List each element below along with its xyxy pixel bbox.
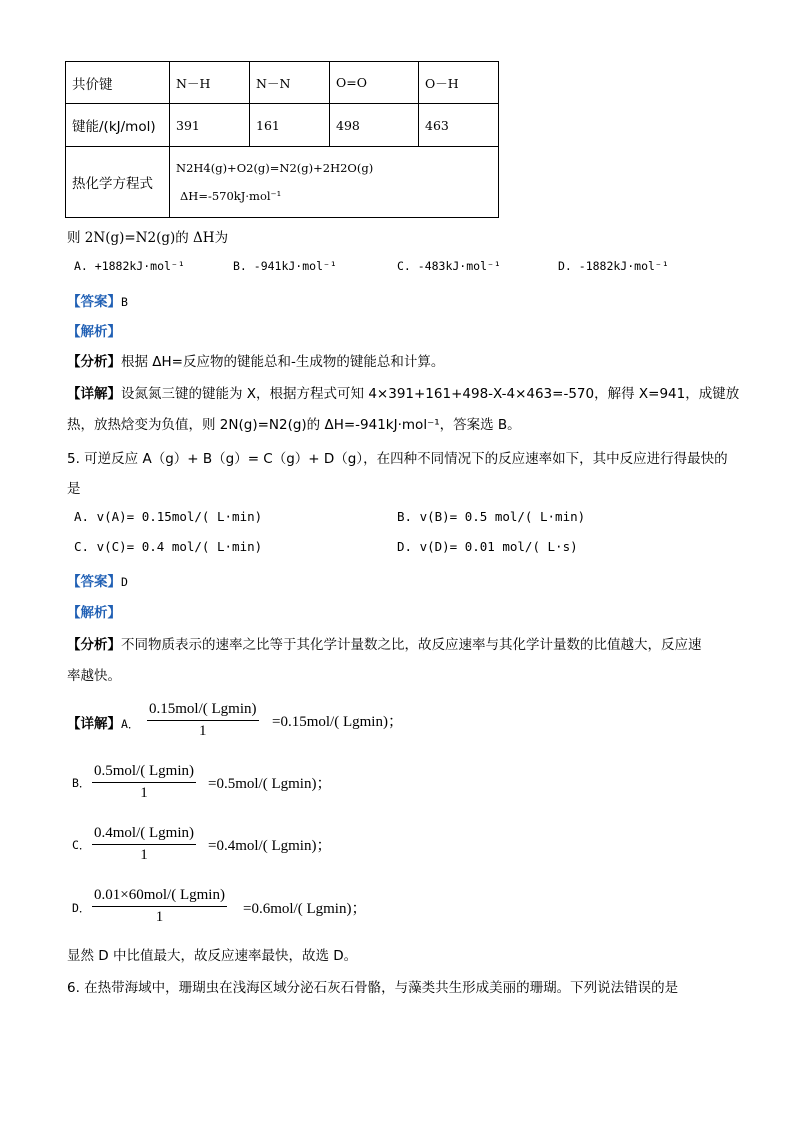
- table-label-thermo: 热化学方程式: [66, 147, 170, 218]
- q4-xiangjie-tag: 【详解】: [67, 386, 121, 402]
- fraction-denominator: 1: [155, 909, 164, 925]
- q4-option-b: B. -941kJ·mol⁻¹: [233, 259, 337, 273]
- q4-option-d: D. -1882kJ·mol⁻¹: [558, 259, 669, 273]
- q5-fenxi-text1: 不同物质表示的速率之比等于其化学计量数之比，故反应速率与其化学计量数的比值越大，反应速: [121, 637, 702, 653]
- table-cell-energy: 463: [419, 104, 499, 147]
- q5-fenxi-tag: 【分析】: [67, 637, 121, 653]
- thermo-equation: N2H4(g)+O2(g)=N2(g)+2H2O(g): [176, 161, 374, 175]
- q5-option-a: A. v(A)= 0.15mol/( L·min): [74, 509, 263, 524]
- q5-answer-line: [67, 570, 128, 590]
- q5-calc-d-prefix: D．: [72, 901, 91, 915]
- q5-answer-value: D: [121, 575, 128, 589]
- q5-option-b: B. v(B)= 0.5 mol/( L·min): [397, 509, 586, 524]
- q5-calc-a-fraction: [147, 701, 259, 740]
- q4-fenxi-text: 根据 ΔH=反应物的键能总和-生成物的键能总和计算。: [121, 354, 445, 370]
- q5-analysis-tag: 【解析】: [67, 605, 121, 621]
- q6-stem: 6. 在热带海域中，珊瑚虫在浅海区域分泌石灰石骨骼，与藻类共生形成美丽的珊瑚。下列说法错误的是: [67, 980, 679, 996]
- q5-stem-line1: 5. 可逆反应 A（g）+ B（g）= C（g）+ D（g），在四种不同情况下的反应速率如下，其中反应进行得最快的: [67, 451, 728, 467]
- fraction-numerator: 0.01×60mol/( Lgmin): [92, 887, 227, 907]
- q5-calc-a-label: [67, 712, 139, 732]
- q5-calc-d-fraction: [92, 887, 227, 926]
- q4-stem: 则 2N(g)=N2(g)的 ΔH为: [67, 230, 229, 246]
- q5-calc-b-fraction: [92, 763, 196, 802]
- q5-fenxi-line1: [67, 633, 702, 653]
- q4-fenxi-tag: 【分析】: [67, 354, 121, 370]
- q4-xiangjie-line1: [67, 382, 739, 402]
- table-cell-energy: 391: [170, 104, 250, 147]
- fraction-denominator: 1: [199, 723, 207, 739]
- q4-answer-line: [67, 290, 128, 310]
- q5-answer-tag: 【答案】: [67, 574, 121, 590]
- table-cell-thermo: [170, 147, 499, 218]
- fraction-denominator: 1: [140, 785, 148, 801]
- q5-calc-c-result: =0.4mol/( Lgmin)；: [208, 838, 332, 854]
- table-cell-energy: 161: [250, 104, 330, 147]
- q4-option-c: C. -483kJ·mol⁻¹: [397, 259, 501, 273]
- bond-energy-table: [65, 61, 499, 218]
- q4-analysis-tag: 【解析】: [67, 324, 121, 340]
- q5-option-c: C. v(C)= 0.4 mol/( L·min): [74, 539, 263, 554]
- q5-calc-a-prefix: A．: [121, 717, 140, 731]
- table-header-nh: N－H: [170, 62, 250, 104]
- q4-answer-tag: 【答案】: [67, 294, 121, 310]
- table-header-oo: O=O: [330, 62, 419, 104]
- table-label-energy: 键能/(kJ/mol): [66, 104, 170, 147]
- fraction-denominator: 1: [140, 847, 148, 863]
- table-header-oh: O－H: [419, 62, 499, 104]
- fraction-numerator: 0.4mol/( Lgmin): [92, 825, 196, 845]
- q4-fenxi-line: [67, 350, 444, 370]
- thermo-delta-h: ΔH=-570kJ·mol⁻¹: [180, 189, 282, 203]
- q4-xiangjie-line2: 热，放热焓变为负值，则 2N(g)=N2(g)的 ΔH=-941kJ·mol⁻¹，答案选 B。: [67, 417, 521, 433]
- q4-xiangjie-text1: 设氮氮三键的键能为 X，根据方程式可知 4×391+161+498-X-4×463=-570，解得 X=941，成键放: [121, 386, 740, 402]
- q5-fenxi-line2: 率越快。: [67, 668, 121, 684]
- q5-calc-d-result: =0.6mol/( Lgmin)；: [243, 901, 367, 917]
- q5-calc-a-result: =0.15mol/( Lgmin)；: [272, 714, 403, 730]
- table-cell-energy: 498: [330, 104, 419, 147]
- fraction-numerator: 0.15mol/( Lgmin): [147, 701, 259, 721]
- q5-calc-c-fraction: [92, 825, 196, 864]
- table-header-bond: 共价键: [66, 62, 170, 104]
- fraction-numerator: 0.5mol/( Lgmin): [92, 763, 196, 783]
- q5-conclusion: 显然 D 中比值最大，故反应速率最快，故选 D。: [67, 948, 358, 964]
- q5-calc-c-prefix: C．: [72, 838, 91, 852]
- q4-answer-value: B: [121, 295, 128, 309]
- q5-option-d: D. v(D)= 0.01 mol/( L·s): [397, 539, 578, 554]
- q5-calc-b-prefix: B．: [72, 776, 91, 790]
- q4-option-a: A. +1882kJ·mol⁻¹: [74, 259, 185, 273]
- q5-stem-line2: 是: [67, 481, 81, 497]
- q5-xiangjie-tag: 【详解】: [67, 716, 121, 732]
- q5-calc-b-result: =0.5mol/( Lgmin)；: [208, 776, 332, 792]
- table-header-nn: N－N: [250, 62, 330, 104]
